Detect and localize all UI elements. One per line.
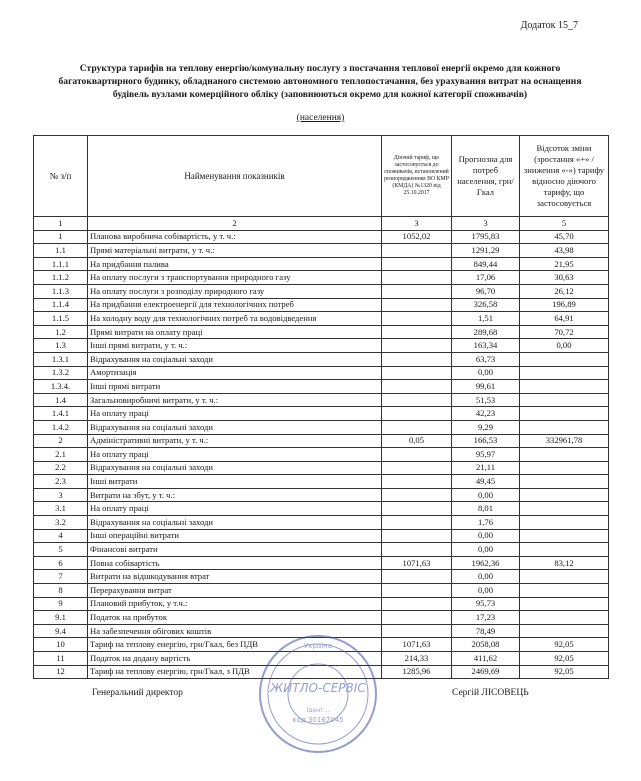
row-number: 1.1 <box>34 244 88 258</box>
column-number: 1 <box>34 217 88 231</box>
row-change-percent: 64,91 <box>520 312 609 326</box>
table-row <box>34 516 609 530</box>
row-current-tariff: 1071,63 <box>382 556 452 570</box>
row-forecast-value: 99,61 <box>452 380 520 394</box>
row-indicator-name: Витрати на збут, у т. ч.: <box>88 488 382 502</box>
row-change-percent: 26,12 <box>520 284 609 298</box>
row-forecast-value: 78,49 <box>452 624 520 638</box>
header-name: Найменування показників <box>88 136 382 217</box>
row-number: 1.4 <box>34 393 88 407</box>
table-row <box>34 597 609 611</box>
row-number: 1.4.1 <box>34 407 88 421</box>
row-forecast-value: 0,00 <box>452 366 520 380</box>
row-forecast-value: 166,53 <box>452 434 520 448</box>
row-change-percent: 196,89 <box>520 298 609 312</box>
stamp-code-text: код 30167045 <box>292 716 344 724</box>
row-indicator-name: На оплату праці <box>88 448 382 462</box>
row-indicator-name: Інші операційні витрати <box>88 529 382 543</box>
row-indicator-name: Відрахування на соціальні заходи <box>88 420 382 434</box>
header-change-percent: Відсоток зміни (зростання «+» / зниження «-») тарифу відносно діючого тарифу, що застосовується <box>520 136 609 217</box>
row-indicator-name: Прямі матеріальні витрати, у т. ч.: <box>88 244 382 258</box>
row-number: 3.2 <box>34 516 88 530</box>
table-row <box>34 352 609 366</box>
row-change-percent <box>520 624 609 638</box>
row-indicator-name: Податок на додану вартість <box>88 652 382 666</box>
row-forecast-value: 2058,08 <box>452 638 520 652</box>
row-current-tariff <box>382 380 452 394</box>
row-forecast-value: 17,06 <box>452 271 520 285</box>
row-forecast-value: 0,00 <box>452 488 520 502</box>
row-forecast-value: 326,58 <box>452 298 520 312</box>
row-change-percent <box>520 407 609 421</box>
row-current-tariff: 1052,02 <box>382 230 452 244</box>
row-current-tariff: 214,33 <box>382 652 452 666</box>
row-indicator-name: На оплату послуги з розподілу природного газу <box>88 284 382 298</box>
row-number: 1.2 <box>34 325 88 339</box>
consumer-category: (населення) <box>296 113 345 123</box>
row-indicator-name: Фінансові витрати <box>88 543 382 557</box>
row-change-percent: 92,05 <box>520 665 609 679</box>
column-number: 5 <box>520 217 609 231</box>
row-forecast-value: 1291,29 <box>452 244 520 258</box>
table-row <box>34 393 609 407</box>
row-current-tariff <box>382 488 452 502</box>
row-indicator-name: Амортизація <box>88 366 382 380</box>
row-change-percent: 92,05 <box>520 638 609 652</box>
table-row <box>34 407 609 421</box>
row-forecast-value: 9,29 <box>452 420 520 434</box>
row-forecast-value: 0,00 <box>452 570 520 584</box>
row-indicator-name: Загальновиробничі витрати, у т. ч.: <box>88 393 382 407</box>
row-change-percent: 70,72 <box>520 325 609 339</box>
row-number: 10 <box>34 638 88 652</box>
row-number: 2.2 <box>34 461 88 475</box>
stamp-center-text: ЖИТЛО-СЕРВІС <box>270 681 366 695</box>
column-number: 3 <box>452 217 520 231</box>
row-number: 3 <box>34 488 88 502</box>
row-forecast-value: 1962,36 <box>452 556 520 570</box>
row-current-tariff <box>382 597 452 611</box>
row-change-percent <box>520 584 609 598</box>
row-number: 9.4 <box>34 624 88 638</box>
row-indicator-name: Відрахування на соціальні заходи <box>88 461 382 475</box>
row-current-tariff <box>382 271 452 285</box>
table-row <box>34 284 609 298</box>
row-number: 5 <box>34 543 88 557</box>
row-current-tariff <box>382 312 452 326</box>
row-current-tariff <box>382 624 452 638</box>
row-current-tariff <box>382 257 452 271</box>
row-indicator-name: Інші витрати <box>88 475 382 489</box>
row-current-tariff: 1285,96 <box>382 665 452 679</box>
row-change-percent <box>520 475 609 489</box>
row-current-tariff <box>382 611 452 625</box>
table-row <box>34 570 609 584</box>
row-forecast-value: 163,34 <box>452 339 520 353</box>
row-number: 7 <box>34 570 88 584</box>
row-current-tariff <box>382 244 452 258</box>
stamp-ring-text: Україна <box>303 642 333 650</box>
row-indicator-name: На забезпечення обігових коштів <box>88 624 382 638</box>
row-change-percent: 43,98 <box>520 244 609 258</box>
row-current-tariff <box>382 420 452 434</box>
row-indicator-name: Податок на прибуток <box>88 611 382 625</box>
table-row <box>34 230 609 244</box>
row-number: 1.1.1 <box>34 257 88 271</box>
signatory-name: Сергій ЛІСОВЕЦЬ <box>452 688 529 698</box>
row-forecast-value: 8,01 <box>452 502 520 516</box>
row-current-tariff <box>382 393 452 407</box>
row-number: 1.1.4 <box>34 298 88 312</box>
column-number-row <box>34 217 609 231</box>
row-current-tariff <box>382 339 452 353</box>
header-num: № з/п <box>34 136 88 217</box>
table-row <box>34 298 609 312</box>
row-current-tariff <box>382 502 452 516</box>
row-change-percent <box>520 448 609 462</box>
row-change-percent <box>520 543 609 557</box>
column-number: 2 <box>88 217 382 231</box>
row-forecast-value: 1,51 <box>452 312 520 326</box>
row-indicator-name: Прямі витрати на оплату праці <box>88 325 382 339</box>
row-current-tariff <box>382 543 452 557</box>
row-forecast-value: 17,23 <box>452 611 520 625</box>
annex-label: Додаток 15_7 <box>520 20 578 31</box>
row-forecast-value: 21,11 <box>452 461 520 475</box>
row-number: 6 <box>34 556 88 570</box>
row-number: 2.3 <box>34 475 88 489</box>
table-row <box>34 380 609 394</box>
row-change-percent <box>520 516 609 530</box>
row-change-percent <box>520 366 609 380</box>
row-forecast-value: 95,73 <box>452 597 520 611</box>
row-change-percent <box>520 461 609 475</box>
header-forecast: Прогнозна для потреб населення, грн/Гкал <box>452 136 520 217</box>
row-indicator-name: Адміністративні витрати, у т. ч.: <box>88 434 382 448</box>
row-change-percent: 45,70 <box>520 230 609 244</box>
row-change-percent <box>520 529 609 543</box>
tariff-structure-table <box>33 135 609 679</box>
row-current-tariff <box>382 516 452 530</box>
row-change-percent <box>520 597 609 611</box>
row-number: 1.1.5 <box>34 312 88 326</box>
row-change-percent <box>520 488 609 502</box>
row-change-percent <box>520 502 609 516</box>
row-forecast-value: 849,44 <box>452 257 520 271</box>
row-forecast-value: 2469,69 <box>452 665 520 679</box>
table-row <box>34 271 609 285</box>
row-forecast-value: 289,68 <box>452 325 520 339</box>
row-number: 3.1 <box>34 502 88 516</box>
row-number: 4 <box>34 529 88 543</box>
row-change-percent <box>520 420 609 434</box>
row-indicator-name: На оплату праці <box>88 502 382 516</box>
table-row <box>34 488 609 502</box>
row-change-percent: 332961,78 <box>520 434 609 448</box>
column-number: 3 <box>382 217 452 231</box>
row-number: 1.1.3 <box>34 284 88 298</box>
row-indicator-name: На оплату послуги з транспортування природного газу <box>88 271 382 285</box>
row-forecast-value: 63,73 <box>452 352 520 366</box>
row-current-tariff: 0,05 <box>382 434 452 448</box>
row-current-tariff <box>382 352 452 366</box>
row-number: 1.3.4. <box>34 380 88 394</box>
row-indicator-name: На придбання електроенергії для технологічних потреб <box>88 298 382 312</box>
row-current-tariff <box>382 461 452 475</box>
row-current-tariff <box>382 570 452 584</box>
row-number: 1.3 <box>34 339 88 353</box>
row-forecast-value: 1,76 <box>452 516 520 530</box>
row-forecast-value: 96,70 <box>452 284 520 298</box>
row-indicator-name: Перерахування витрат <box>88 584 382 598</box>
row-indicator-name: Тариф на теплову енергію, грн/Гкал, з ПДВ <box>88 665 382 679</box>
row-forecast-value: 411,62 <box>452 652 520 666</box>
table-row <box>34 461 609 475</box>
row-change-percent <box>520 570 609 584</box>
row-number: 12 <box>34 665 88 679</box>
table-row <box>34 366 609 380</box>
row-indicator-name: Відрахування на соціальні заходи <box>88 352 382 366</box>
table-row <box>34 475 609 489</box>
row-number: 1 <box>34 230 88 244</box>
table-row <box>34 556 609 570</box>
row-indicator-name: На придбання палива <box>88 257 382 271</box>
row-indicator-name: Інші прямі витрати, у т. ч.: <box>88 339 382 353</box>
row-forecast-value: 49,45 <box>452 475 520 489</box>
row-change-percent <box>520 393 609 407</box>
row-number: 1.3.1 <box>34 352 88 366</box>
row-number: 9.1 <box>34 611 88 625</box>
row-forecast-value: 95,97 <box>452 448 520 462</box>
row-forecast-value: 0,00 <box>452 543 520 557</box>
row-current-tariff <box>382 529 452 543</box>
row-change-percent: 83,12 <box>520 556 609 570</box>
table-row <box>34 529 609 543</box>
row-current-tariff: 1071,63 <box>382 638 452 652</box>
row-number: 11 <box>34 652 88 666</box>
row-forecast-value: 0,00 <box>452 529 520 543</box>
row-indicator-name: Відрахування на соціальні заходи <box>88 516 382 530</box>
table-row <box>34 339 609 353</box>
company-stamp <box>256 632 380 756</box>
row-number: 8 <box>34 584 88 598</box>
row-forecast-value: 0,00 <box>452 584 520 598</box>
row-change-percent: 92,05 <box>520 652 609 666</box>
table-row <box>34 611 609 625</box>
row-indicator-name: Інші прямі витрати <box>88 380 382 394</box>
row-current-tariff <box>382 298 452 312</box>
table-row <box>34 448 609 462</box>
row-indicator-name: На оплату праці <box>88 407 382 421</box>
row-current-tariff <box>382 407 452 421</box>
row-change-percent <box>520 611 609 625</box>
header-current-tariff: Діючий тариф, що застосовується до споживачів, встановлений розпорядженням ВО КМР (КМДА) №1320 від 25.10.2017 <box>382 136 452 217</box>
row-forecast-value: 51,53 <box>452 393 520 407</box>
table-row <box>34 420 609 434</box>
row-indicator-name: Повна собівартість <box>88 556 382 570</box>
row-change-percent <box>520 380 609 394</box>
row-change-percent: 21,95 <box>520 257 609 271</box>
row-indicator-name: Плановий прибуток, у т.ч.: <box>88 597 382 611</box>
row-change-percent: 0,00 <box>520 339 609 353</box>
row-current-tariff <box>382 325 452 339</box>
row-current-tariff <box>382 366 452 380</box>
row-indicator-name: На холодну воду для технологічних потреб та водовідведення <box>88 312 382 326</box>
table-row <box>34 543 609 557</box>
stamp-ident-text: Ідент... <box>306 707 330 714</box>
row-number: 2 <box>34 434 88 448</box>
row-number: 1.1.2 <box>34 271 88 285</box>
document-title: Структура тарифів на теплову енергію/комунальну послугу з постачання теплової енергії окремо для кожного багатоквартирного будинку, обладнаного системою автономного теплопостачання, без урахування витрат на оснащення будівель вузлами комерційного обліку (заповнюються окремо для кожної категорії споживачів) <box>58 63 582 100</box>
row-current-tariff <box>382 475 452 489</box>
row-current-tariff <box>382 448 452 462</box>
table-row <box>34 584 609 598</box>
row-indicator-name: Витрати на відшкодування втрат <box>88 570 382 584</box>
row-indicator-name: Планова виробнича собівартість, у т. ч.: <box>88 230 382 244</box>
row-change-percent <box>520 352 609 366</box>
table-row <box>34 502 609 516</box>
row-number: 9 <box>34 597 88 611</box>
row-forecast-value: 42,23 <box>452 407 520 421</box>
table-row <box>34 244 609 258</box>
row-forecast-value: 1795,83 <box>452 230 520 244</box>
row-number: 2.1 <box>34 448 88 462</box>
table-row <box>34 434 609 448</box>
table-row <box>34 325 609 339</box>
row-number: 1.4.2 <box>34 420 88 434</box>
signatory-position: Генеральний директор <box>92 688 183 698</box>
row-current-tariff <box>382 284 452 298</box>
row-change-percent: 30,63 <box>520 271 609 285</box>
row-indicator-name: Тариф на теплову енергію, грн/Гкал, без ПДВ <box>88 638 382 652</box>
table-row <box>34 312 609 326</box>
table-row <box>34 257 609 271</box>
row-current-tariff <box>382 584 452 598</box>
row-number: 1.3.2 <box>34 366 88 380</box>
